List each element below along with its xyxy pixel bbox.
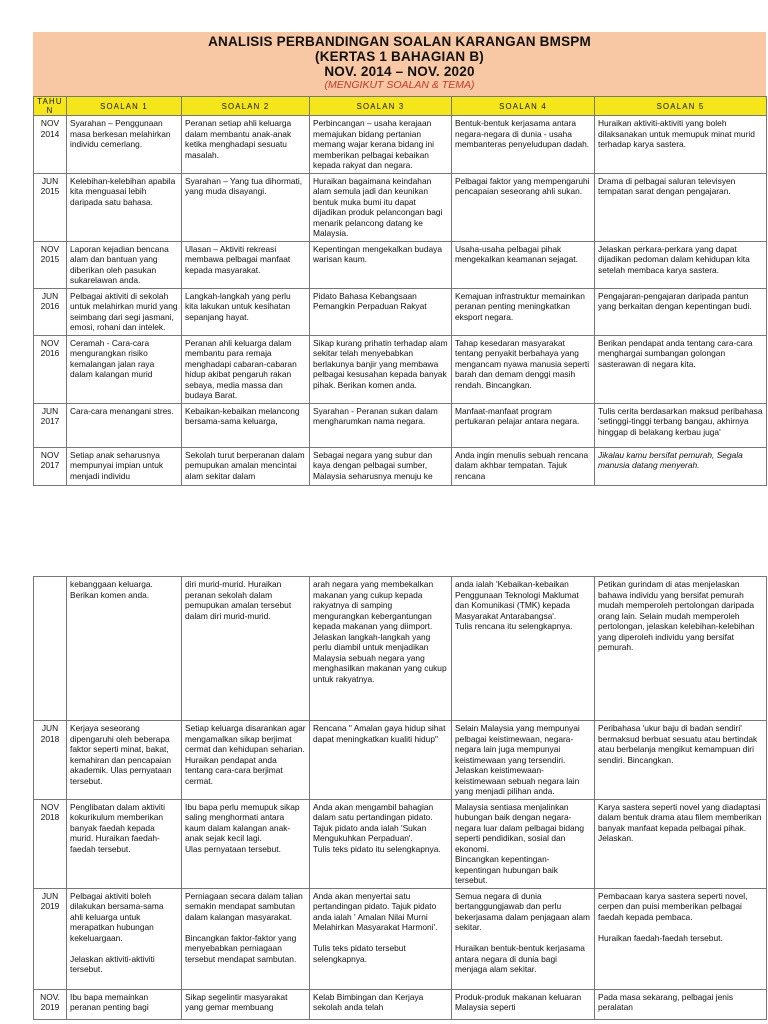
soalan-1-cell: Pelbagai aktiviti di sekolah untuk melahirkan murid yang seimbang dari segi jasmani, emosi, rohani dan intelek.	[67, 288, 182, 335]
soalan-4-cell: Anda ingin menulis sebuah rencana dalam akhbar tempatan. Tajuk rencana	[452, 447, 595, 485]
year-cell: NOV 2018	[34, 799, 67, 888]
soalan-1-cell: Ibu bapa memainkan peranan penting bagi	[67, 989, 182, 1019]
soalan-4-cell: Manfaat-manfaat program pertukaran pelajar antara negara.	[452, 403, 595, 447]
table-row	[34, 116, 767, 174]
soalan-1-cell: Kerjaya seseorang dipengaruhi oleh beberapa faktor seperti minat, bakat, kemahiran dan pencapaian akademik. Ulas pernyataan tersebut.	[67, 721, 182, 800]
col-header-soalan-3: SOALAN 3	[310, 97, 452, 116]
soalan-2-cell: Peranan ahli keluarga dalam membantu para remaja menghadapi cabaran-cabaran hidup akibat pengaruh rakan sebaya, media massa dan budaya Barat.	[182, 335, 310, 403]
soalan-3-cell: Rencana " Amalan gaya hidup sihat dapat meningkatkan kualiti hidup"	[310, 721, 452, 800]
soalan-3-cell: Syarahan - Peranan sukan dalam mengharumkan nama negara.	[310, 403, 452, 447]
year-cell: JUN 2015	[34, 173, 67, 241]
year-cell: JUN 2018	[34, 721, 67, 800]
table-row	[34, 721, 767, 800]
soalan-5-cell: Pengajaran-pengajaran daripada pantun yang berkaitan dengan kepentingan budi.	[595, 288, 767, 335]
soalan-5-cell: Drama di pelbagai saluran televisyen tempatan sarat dengan pengajaran.	[595, 173, 767, 241]
table-row	[34, 888, 767, 989]
soalan-2-cell: Setiap keluarga disarankan agar mengamalkan sikap berjimat cermat dan kehidupan seharian. Huraikan pendapat anda tentang cara-cara berjimat cermat.	[182, 721, 310, 800]
soalan-3-cell: Anda akan menyertai satu pertandingan pidato. Tajuk pidato anda ialah ' Amalan Nilai Murni Melahirkan Masyarakat Harmoni'. Tulis teks pidato tersebut selengkapnya.	[310, 888, 452, 989]
year-cell: NOV 2015	[34, 241, 67, 288]
soalan-1-cell: Kelebihan-kelebihan apabila kita menguasai lebih daripada satu bahasa.	[67, 173, 182, 241]
year-cell: JUN 2019	[34, 888, 67, 989]
soalan-3-cell: Perbincangan – usaha kerajaan memajukan bidang pertanian memang wajar kerana bidang ini memberikan pelbagai kebaikan kepada rakyat dan negara.	[310, 116, 452, 174]
soalan-5-cell: Berikan pendapat anda tentang cara-cara menghargai sumbangan golongan sasterawan di negara kita.	[595, 335, 767, 403]
soalan-4-cell: Malaysia sentiasa menjalinkan hubungan baik dengan negara-negara luar dalam pelbagai bidang seperti pendidikan, sosial dan ekonomi. Bincangkan kepentingan-kepentingan hubungan baik tersebut.	[452, 799, 595, 888]
title-line-3: NOV. 2014 – NOV. 2020	[324, 64, 475, 79]
soalan-4-cell: Produk-produk makanan keluaran Malaysia seperti	[452, 989, 595, 1019]
col-header-soalan-4: SOALAN 4	[452, 97, 595, 116]
soalan-5-cell: Peribahasa 'ukur baju di badan sendiri' bermaksud berbuat sesuatu atau bertindak atau berbelanja mengikut kemampuan diri sendiri. Bincangkan.	[595, 721, 767, 800]
soalan-4-cell: Pelbagai faktor yang mempengaruhi pencapaian seseorang ahli sukan.	[452, 173, 595, 241]
soalan-3-cell: Pidato Bahasa Kebangsaan Pemangkin Perpaduan Rakyat	[310, 288, 452, 335]
year-cell: NOV 2014	[34, 116, 67, 174]
col-header-tahun: TAHUN	[34, 97, 67, 116]
soalan-2-cell: Syarahan – Yang tua dihormati, yang muda disayangi.	[182, 173, 310, 241]
soalan-5-cell: Huraikan aktiviti-aktiviti yang boleh dilaksanakan untuk memupuk minat murid terhadap karya sastera.	[595, 116, 767, 174]
soalan-2-cell: Ibu bapa perlu memupuk sikap saling menghormati antara kaum dalam kalangan anak-anak sejak kecil lagi. Ulas pernyataan tersebut.	[182, 799, 310, 888]
soalan-5-cell: Tulis cerita berdasarkan maksud peribahasa 'setinggi-tinggi terbang bangau, akhirnya hinggap di belakang kerbau juga'	[595, 403, 767, 447]
title-line-1: ANALISIS PERBANDINGAN SOALAN KARANGAN BMSPM	[208, 34, 591, 49]
soalan-2-cell: Kebaikan-kebaikan melancong bersama-sama keluarga,	[182, 403, 310, 447]
table-header-row	[34, 97, 767, 116]
soalan-2-cell: Ulasan – Aktiviti rekreasi membawa pelbagai manfaat kepada masyarakat.	[182, 241, 310, 288]
soalan-3-cell: Kepentingan mengekalkan budaya warisan kaum.	[310, 241, 452, 288]
col-header-soalan-5: SOALAN 5	[595, 97, 767, 116]
year-cell	[34, 577, 67, 721]
soalan-4-cell: Bentuk-bentuk kerjasama antara negara-negara di dunia - usaha membanteras penyeludupan dadah.	[452, 116, 595, 174]
soalan-1-cell: Penglibatan dalam aktiviti kokurikulum memberikan banyak faedah kepada murid. Huraikan faedah-faedah tersebut.	[67, 799, 182, 888]
year-cell: NOV. 2019	[34, 989, 67, 1019]
soalan-5-cell: Petikan gurindam di atas menjelaskan bahawa individu yang bersifat pemurah mudah memperoleh pertolongan daripada orang lain. Selain mudah memperoleh pertolongan, jelaskan kelebihan-kelebihan yang diperoleh individu yang bersifat pemurah.	[595, 577, 767, 721]
soalan-2-cell: Sikap segelintir masyarakat yang gemar membuang	[182, 989, 310, 1019]
table-row	[34, 335, 767, 403]
soalan-3-cell: Huraikan bagaimana keindahan alam semula jadi dan keunikan bentuk muka bumi itu dapat dijadikan produk pelancongan bagi menarik pelancong datang ke Malaysia.	[310, 173, 452, 241]
soalan-1-cell: kebanggaan keluarga. Berikan komen anda.	[67, 577, 182, 721]
soalan-1-cell: Ceramah - Cara-cara mengurangkan risiko kemalangan jalan raya dalam kalangan murid	[67, 335, 182, 403]
soalan-4-cell: Tahap kesedaran masyarakat tentang penyakit berbahaya yang mengancam nyawa manusia seperti barah dan demam denggi masih rendah. Bincangkan.	[452, 335, 595, 403]
soalan-5-cell: Jikalau kamu bersifat pemurah, Segala manusia datang menyerah.	[595, 447, 767, 485]
soalan-3-cell: Sebagai negara yang subur dan kaya dengan pelbagai sumber, Malaysia seharusnya menuju ke	[310, 447, 452, 485]
table-row	[34, 447, 767, 485]
soalan-1-cell: Cara-cara menangani stres.	[67, 403, 182, 447]
soalan-1-cell: Laporan kejadian bencana alam dan bantuan yang diberikan oleh pasukan sukarelawan anda.	[67, 241, 182, 288]
soalan-1-cell: Syarahan – Penggunaan masa berkesan melahirkan individu cemerlang.	[67, 116, 182, 174]
soalan-4-cell: anda ialah 'Kebaikan-kebaikan Penggunaan Teknologi Maklumat dan Komunikasi (TMK) kepada Masyarakat Antarabangsa'. Tulis rencana itu selengkapnya.	[452, 577, 595, 721]
table-row	[34, 989, 767, 1019]
soalan-3-cell: Kelab Bimbingan dan Kerjaya sekolah anda telah	[310, 989, 452, 1019]
table-row	[34, 173, 767, 241]
year-cell: JUN 2017	[34, 403, 67, 447]
table-row	[34, 288, 767, 335]
soalan-5-cell: Jelaskan perkara-perkara yang dapat dijadikan pedoman dalam kehidupan kita setelah membaca karya sastera.	[595, 241, 767, 288]
title-line-2: (KERTAS 1 BAHAGIAN B)	[315, 49, 484, 64]
table-row	[34, 577, 767, 721]
soalan-2-cell: Peranan setiap ahli keluarga dalam membantu anak-anak ketika menghadapi sesuatu masalah.	[182, 116, 310, 174]
year-cell: NOV 2017	[34, 447, 67, 485]
soalan-5-cell: Pembacaan karya sastera seperti novel, cerpen dan puisi memberikan pelbagai faedah kepada pembaca. Huraikan faedah-faedah tersebut.	[595, 888, 767, 989]
table-row	[34, 799, 767, 888]
soalan-5-cell: Pada masa sekarang, pelbagai jenis peralatan	[595, 989, 767, 1019]
soalan-4-cell: Kemajuan infrastruktur memainkan peranan penting meningkatkan eksport negara.	[452, 288, 595, 335]
soalan-2-cell: Sekolah turut berperanan dalam pemupukan amalan mencintai alam sekitar dalam	[182, 447, 310, 485]
title-subtitle: (MENGIKUT SOALAN & TEMA)	[324, 79, 475, 91]
col-header-soalan-1: SOALAN 1	[67, 97, 182, 116]
analysis-table-part-1	[33, 96, 767, 486]
soalan-2-cell: Perniagaan secara dalam talian semakin mendapat sambutan dalam kalangan masyarakat. Bincangkan faktor-faktor yang menyebabkan perniagaan tersebut mendapat sambutan.	[182, 888, 310, 989]
soalan-4-cell: Semua negara di dunia bertanggungjawab dan perlu bekerjasama dalam penjagaan alam sekitar. Huraikan bentuk-bentuk kerjasama antara negara di dunia bagi menjaga alam sekitar.	[452, 888, 595, 989]
year-cell: NOV 2016	[34, 335, 67, 403]
soalan-3-cell: Anda akan mengambil bahagian dalam satu pertandingan pidato. Tajuk pidato anda ialah 'Sukan Mengukuhkan Perpaduan'. Tulis teks pidato itu selengkapnya.	[310, 799, 452, 888]
soalan-1-cell: Pelbagai aktiviti boleh dilakukan bersama-sama ahli keluarga untuk merapatkan hubungan kekeluargaan. Jelaskan aktiviti-aktiviti tersebut.	[67, 888, 182, 989]
soalan-3-cell: arah negara yang membekalkan makanan yang cukup kepada rakyatnya di samping mengurangkan kebergantungan kepada makanan yang diimport. Jelaskan langkah-langkah yang perlu diambil untuk menjadikan Malaysia sebuah negara yang menghasilkan makanan yang cukup untuk rakyatnya.	[310, 577, 452, 721]
soalan-4-cell: Usaha-usaha pelbagai pihak mengekalkan keamanan sejagat.	[452, 241, 595, 288]
soalan-2-cell: Langkah-langkah yang perlu kita lakukan untuk kesihatan sepanjang hayat.	[182, 288, 310, 335]
soalan-4-cell: Selain Malaysia yang mempunyai pelbagai keistimewaan, negara-negara lain juga mempunyai keistimewaan yang tersendiri. Jelaskan keistimewaan-keistimewaan sebuah negara lain yang menjadi pilihan anda.	[452, 721, 595, 800]
analysis-table-part-2	[33, 576, 767, 1020]
col-header-soalan-2: SOALAN 2	[182, 97, 310, 116]
soalan-5-cell: Karya sastera seperti novel yang diadaptasi dalam bentuk drama atau filem memberikan banyak manfaat kepada pelbagai pihak. Jelaskan.	[595, 799, 767, 888]
table-row	[34, 241, 767, 288]
table-row	[34, 403, 767, 447]
soalan-1-cell: Setiap anak seharusnya mempunyai impian untuk menjadi individu	[67, 447, 182, 485]
soalan-2-cell: diri murid-murid. Huraikan peranan sekolah dalam pemupukan amalan tersebut dalam diri murid-murid.	[182, 577, 310, 721]
soalan-3-cell: Sikap kurang prihatin terhadap alam sekitar telah menyebabkan berlakunya banjir yang membawa pelbagai kesusahan kepada banyak pihak. Berikan komen anda.	[310, 335, 452, 403]
document-title-block	[33, 32, 766, 96]
year-cell: JUN 2016	[34, 288, 67, 335]
